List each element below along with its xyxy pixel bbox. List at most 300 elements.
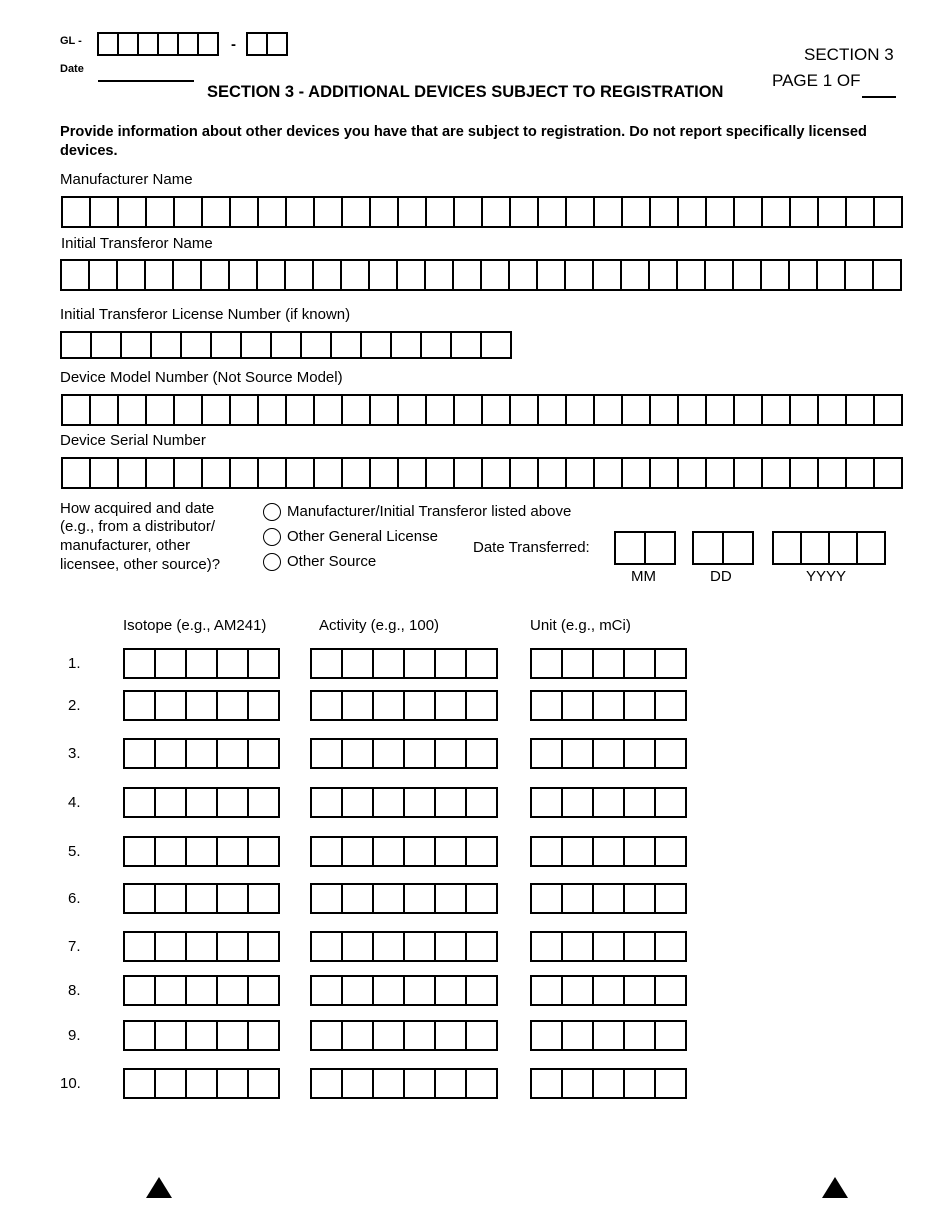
isotope-input[interactable] <box>123 975 280 1006</box>
char-box[interactable] <box>735 394 763 426</box>
char-box[interactable] <box>875 196 903 228</box>
activity-input[interactable] <box>310 787 498 818</box>
char-box[interactable] <box>567 196 595 228</box>
char-box[interactable] <box>819 196 847 228</box>
char-box[interactable] <box>203 196 231 228</box>
char-box[interactable] <box>734 259 762 291</box>
char-box[interactable] <box>202 259 230 291</box>
char-box[interactable] <box>594 1068 625 1099</box>
char-box[interactable] <box>656 975 687 1006</box>
char-box[interactable] <box>370 259 398 291</box>
char-box[interactable] <box>218 975 249 1006</box>
char-box[interactable] <box>203 394 231 426</box>
char-box[interactable] <box>651 457 679 489</box>
gl-suffix-input[interactable] <box>246 32 288 56</box>
activity-input[interactable] <box>310 883 498 914</box>
date-transferred-mm-input[interactable] <box>614 531 676 565</box>
char-box[interactable] <box>312 836 343 867</box>
isotope-input[interactable] <box>123 690 280 721</box>
char-box[interactable] <box>563 648 594 679</box>
char-box[interactable] <box>467 836 498 867</box>
isotope-input[interactable] <box>123 931 280 962</box>
char-box[interactable] <box>374 787 405 818</box>
char-box[interactable] <box>249 648 280 679</box>
char-box[interactable] <box>511 196 539 228</box>
char-box[interactable] <box>405 690 436 721</box>
char-box[interactable] <box>707 196 735 228</box>
char-box[interactable] <box>343 1068 374 1099</box>
char-box[interactable] <box>482 259 510 291</box>
unit-input[interactable] <box>530 836 687 867</box>
char-box[interactable] <box>343 690 374 721</box>
char-box[interactable] <box>763 457 791 489</box>
char-box[interactable] <box>119 457 147 489</box>
char-box[interactable] <box>343 457 371 489</box>
char-box[interactable] <box>343 931 374 962</box>
initial-transferor-license-input[interactable] <box>60 331 512 359</box>
char-box[interactable] <box>147 457 175 489</box>
char-box[interactable] <box>63 457 91 489</box>
char-box[interactable] <box>625 648 656 679</box>
char-box[interactable] <box>374 690 405 721</box>
char-box[interactable] <box>594 787 625 818</box>
char-box[interactable] <box>539 457 567 489</box>
char-box[interactable] <box>436 1020 467 1051</box>
char-box[interactable] <box>762 259 790 291</box>
char-box[interactable] <box>483 457 511 489</box>
char-box[interactable] <box>405 738 436 769</box>
char-box[interactable] <box>249 690 280 721</box>
char-box[interactable] <box>374 1068 405 1099</box>
char-box[interactable] <box>212 331 242 359</box>
char-box[interactable] <box>532 738 563 769</box>
char-box[interactable] <box>374 738 405 769</box>
char-box[interactable] <box>436 931 467 962</box>
device-serial-number-input[interactable] <box>61 457 903 489</box>
char-box[interactable] <box>156 975 187 1006</box>
char-box[interactable] <box>249 883 280 914</box>
manufacturer-name-input[interactable] <box>61 196 903 228</box>
char-box[interactable] <box>656 883 687 914</box>
device-model-number-input[interactable] <box>61 394 903 426</box>
char-box[interactable] <box>405 931 436 962</box>
char-box[interactable] <box>656 1068 687 1099</box>
char-box[interactable] <box>763 196 791 228</box>
char-box[interactable] <box>405 787 436 818</box>
char-box[interactable] <box>231 457 259 489</box>
char-box[interactable] <box>182 331 212 359</box>
char-box[interactable] <box>242 331 272 359</box>
char-box[interactable] <box>482 331 512 359</box>
unit-input[interactable] <box>530 1020 687 1051</box>
char-box[interactable] <box>187 738 218 769</box>
char-box[interactable] <box>567 394 595 426</box>
char-box[interactable] <box>707 394 735 426</box>
char-box[interactable] <box>595 457 623 489</box>
gl-number-input[interactable] <box>97 32 219 56</box>
char-box[interactable] <box>532 931 563 962</box>
char-box[interactable] <box>656 690 687 721</box>
unit-input[interactable] <box>530 931 687 962</box>
char-box[interactable] <box>218 648 249 679</box>
char-box[interactable] <box>343 1020 374 1051</box>
char-box[interactable] <box>426 259 454 291</box>
unit-input[interactable] <box>530 690 687 721</box>
char-box[interactable] <box>467 648 498 679</box>
char-box[interactable] <box>563 836 594 867</box>
char-box[interactable] <box>187 648 218 679</box>
char-box[interactable] <box>342 259 370 291</box>
char-box[interactable] <box>405 975 436 1006</box>
char-box[interactable] <box>218 931 249 962</box>
char-box[interactable] <box>312 787 343 818</box>
char-box[interactable] <box>362 331 392 359</box>
char-box[interactable] <box>287 196 315 228</box>
char-box[interactable] <box>187 883 218 914</box>
char-box[interactable] <box>467 1068 498 1099</box>
char-box[interactable] <box>436 787 467 818</box>
char-box[interactable] <box>467 738 498 769</box>
char-box[interactable] <box>258 259 286 291</box>
char-box[interactable] <box>125 1068 156 1099</box>
char-box[interactable] <box>532 648 563 679</box>
char-box[interactable] <box>91 196 119 228</box>
char-box[interactable] <box>790 259 818 291</box>
char-box[interactable] <box>175 196 203 228</box>
char-box[interactable] <box>567 457 595 489</box>
char-box[interactable] <box>623 196 651 228</box>
char-box[interactable] <box>272 331 302 359</box>
char-box[interactable] <box>532 883 563 914</box>
char-box[interactable] <box>374 648 405 679</box>
char-box[interactable] <box>563 931 594 962</box>
char-box[interactable] <box>532 1020 563 1051</box>
char-box[interactable] <box>371 394 399 426</box>
char-box[interactable] <box>230 259 258 291</box>
char-box[interactable] <box>119 394 147 426</box>
char-box[interactable] <box>249 975 280 1006</box>
char-box[interactable] <box>791 457 819 489</box>
char-box[interactable] <box>91 457 119 489</box>
char-box[interactable] <box>625 738 656 769</box>
char-box[interactable] <box>651 196 679 228</box>
char-box[interactable] <box>563 738 594 769</box>
char-box[interactable] <box>249 787 280 818</box>
char-box[interactable] <box>656 836 687 867</box>
char-box[interactable] <box>156 883 187 914</box>
char-box[interactable] <box>847 196 875 228</box>
char-box[interactable] <box>302 331 332 359</box>
char-box[interactable] <box>467 883 498 914</box>
isotope-input[interactable] <box>123 836 280 867</box>
activity-input[interactable] <box>310 690 498 721</box>
char-box[interactable] <box>819 457 847 489</box>
char-box[interactable] <box>436 738 467 769</box>
char-box[interactable] <box>92 331 122 359</box>
char-box[interactable] <box>125 1020 156 1051</box>
char-box[interactable] <box>511 394 539 426</box>
char-box[interactable] <box>818 259 846 291</box>
char-box[interactable] <box>156 690 187 721</box>
char-box[interactable] <box>374 931 405 962</box>
char-box[interactable] <box>118 259 146 291</box>
char-box[interactable] <box>763 394 791 426</box>
char-box[interactable] <box>343 394 371 426</box>
char-box[interactable] <box>678 259 706 291</box>
char-box[interactable] <box>539 196 567 228</box>
isotope-input[interactable] <box>123 1020 280 1051</box>
activity-input[interactable] <box>310 1068 498 1099</box>
char-box[interactable] <box>187 931 218 962</box>
char-box[interactable] <box>152 331 182 359</box>
char-box[interactable] <box>467 787 498 818</box>
char-box[interactable] <box>374 836 405 867</box>
char-box[interactable] <box>218 836 249 867</box>
char-box[interactable] <box>312 738 343 769</box>
char-box[interactable] <box>156 738 187 769</box>
char-box[interactable] <box>125 931 156 962</box>
char-box[interactable] <box>483 394 511 426</box>
char-box[interactable] <box>287 457 315 489</box>
char-box[interactable] <box>455 394 483 426</box>
char-box[interactable] <box>187 836 218 867</box>
char-box[interactable] <box>315 457 343 489</box>
char-box[interactable] <box>707 457 735 489</box>
char-box[interactable] <box>315 196 343 228</box>
char-box[interactable] <box>125 836 156 867</box>
char-box[interactable] <box>259 457 287 489</box>
char-box[interactable] <box>231 196 259 228</box>
char-box[interactable] <box>203 457 231 489</box>
char-box[interactable] <box>539 394 567 426</box>
char-box[interactable] <box>454 259 482 291</box>
char-box[interactable] <box>427 457 455 489</box>
char-box[interactable] <box>436 1068 467 1099</box>
char-box[interactable] <box>374 1020 405 1051</box>
char-box[interactable] <box>343 883 374 914</box>
char-box[interactable] <box>623 457 651 489</box>
char-box[interactable] <box>343 836 374 867</box>
char-box[interactable] <box>218 690 249 721</box>
char-box[interactable] <box>371 196 399 228</box>
activity-input[interactable] <box>310 836 498 867</box>
char-box[interactable] <box>427 196 455 228</box>
char-box[interactable] <box>174 259 202 291</box>
char-box[interactable] <box>594 738 625 769</box>
char-box[interactable] <box>312 975 343 1006</box>
char-box[interactable] <box>656 648 687 679</box>
char-box[interactable] <box>343 648 374 679</box>
char-box[interactable] <box>874 259 902 291</box>
char-box[interactable] <box>679 457 707 489</box>
char-box[interactable] <box>427 394 455 426</box>
char-box[interactable] <box>218 787 249 818</box>
char-box[interactable] <box>312 883 343 914</box>
char-box[interactable] <box>315 394 343 426</box>
char-box[interactable] <box>566 259 594 291</box>
char-box[interactable] <box>594 931 625 962</box>
char-box[interactable] <box>231 394 259 426</box>
isotope-input[interactable] <box>123 648 280 679</box>
char-box[interactable] <box>846 259 874 291</box>
char-box[interactable] <box>452 331 482 359</box>
char-box[interactable] <box>405 1068 436 1099</box>
char-box[interactable] <box>875 457 903 489</box>
char-box[interactable] <box>405 836 436 867</box>
char-box[interactable] <box>125 975 156 1006</box>
char-box[interactable] <box>156 836 187 867</box>
char-box[interactable] <box>399 394 427 426</box>
char-box[interactable] <box>651 394 679 426</box>
char-box[interactable] <box>122 331 152 359</box>
char-box[interactable] <box>343 196 371 228</box>
date-transferred-yyyy-input[interactable] <box>772 531 886 565</box>
char-box[interactable] <box>532 787 563 818</box>
char-box[interactable] <box>156 1068 187 1099</box>
isotope-input[interactable] <box>123 883 280 914</box>
char-box[interactable] <box>656 1020 687 1051</box>
char-box[interactable] <box>467 690 498 721</box>
date-line[interactable] <box>98 80 194 82</box>
char-box[interactable] <box>532 1068 563 1099</box>
char-box[interactable] <box>594 1020 625 1051</box>
char-box[interactable] <box>287 394 315 426</box>
char-box[interactable] <box>436 836 467 867</box>
char-box[interactable] <box>532 690 563 721</box>
char-box[interactable] <box>455 457 483 489</box>
char-box[interactable] <box>436 975 467 1006</box>
char-box[interactable] <box>312 1068 343 1099</box>
char-box[interactable] <box>218 1068 249 1099</box>
char-box[interactable] <box>594 648 625 679</box>
page-total-line[interactable] <box>862 96 896 98</box>
char-box[interactable] <box>650 259 678 291</box>
char-box[interactable] <box>595 196 623 228</box>
char-box[interactable] <box>259 196 287 228</box>
radio-other-general-license[interactable] <box>263 528 281 546</box>
activity-input[interactable] <box>310 1020 498 1051</box>
char-box[interactable] <box>187 1020 218 1051</box>
char-box[interactable] <box>119 196 147 228</box>
char-box[interactable] <box>735 457 763 489</box>
char-box[interactable] <box>735 196 763 228</box>
char-box[interactable] <box>594 836 625 867</box>
char-box[interactable] <box>312 1020 343 1051</box>
char-box[interactable] <box>791 196 819 228</box>
char-box[interactable] <box>510 259 538 291</box>
char-box[interactable] <box>312 690 343 721</box>
char-box[interactable] <box>147 196 175 228</box>
char-box[interactable] <box>218 738 249 769</box>
char-box[interactable] <box>175 457 203 489</box>
char-box[interactable] <box>156 787 187 818</box>
char-box[interactable] <box>563 787 594 818</box>
char-box[interactable] <box>436 690 467 721</box>
unit-input[interactable] <box>530 883 687 914</box>
char-box[interactable] <box>422 331 452 359</box>
char-box[interactable] <box>467 931 498 962</box>
char-box[interactable] <box>563 975 594 1006</box>
char-box[interactable] <box>625 787 656 818</box>
char-box[interactable] <box>392 331 422 359</box>
char-box[interactable] <box>538 259 566 291</box>
char-box[interactable] <box>312 931 343 962</box>
char-box[interactable] <box>249 931 280 962</box>
char-box[interactable] <box>625 975 656 1006</box>
radio-other-source[interactable] <box>263 553 281 571</box>
char-box[interactable] <box>656 787 687 818</box>
date-transferred-dd-input[interactable] <box>692 531 754 565</box>
isotope-input[interactable] <box>123 738 280 769</box>
char-box[interactable] <box>90 259 118 291</box>
char-box[interactable] <box>91 394 119 426</box>
char-box[interactable] <box>187 1068 218 1099</box>
char-box[interactable] <box>819 394 847 426</box>
char-box[interactable] <box>563 1020 594 1051</box>
char-box[interactable] <box>125 738 156 769</box>
activity-input[interactable] <box>310 648 498 679</box>
char-box[interactable] <box>156 931 187 962</box>
unit-input[interactable] <box>530 738 687 769</box>
char-box[interactable] <box>625 883 656 914</box>
char-box[interactable] <box>405 883 436 914</box>
char-box[interactable] <box>511 457 539 489</box>
char-box[interactable] <box>791 394 819 426</box>
initial-transferor-name-input[interactable] <box>60 259 902 291</box>
char-box[interactable] <box>343 975 374 1006</box>
char-box[interactable] <box>625 690 656 721</box>
char-box[interactable] <box>63 196 91 228</box>
char-box[interactable] <box>436 883 467 914</box>
isotope-input[interactable] <box>123 1068 280 1099</box>
isotope-input[interactable] <box>123 787 280 818</box>
char-box[interactable] <box>483 196 511 228</box>
char-box[interactable] <box>623 394 651 426</box>
char-box[interactable] <box>343 787 374 818</box>
char-box[interactable] <box>286 259 314 291</box>
activity-input[interactable] <box>310 931 498 962</box>
char-box[interactable] <box>249 1020 280 1051</box>
char-box[interactable] <box>679 196 707 228</box>
unit-input[interactable] <box>530 975 687 1006</box>
char-box[interactable] <box>187 787 218 818</box>
activity-input[interactable] <box>310 975 498 1006</box>
unit-input[interactable] <box>530 1068 687 1099</box>
char-box[interactable] <box>847 457 875 489</box>
char-box[interactable] <box>436 648 467 679</box>
activity-input[interactable] <box>310 738 498 769</box>
char-box[interactable] <box>563 690 594 721</box>
char-box[interactable] <box>622 259 650 291</box>
char-box[interactable] <box>125 690 156 721</box>
char-box[interactable] <box>467 975 498 1006</box>
char-box[interactable] <box>156 648 187 679</box>
char-box[interactable] <box>312 648 343 679</box>
char-box[interactable] <box>405 1020 436 1051</box>
unit-input[interactable] <box>530 648 687 679</box>
char-box[interactable] <box>249 1068 280 1099</box>
char-box[interactable] <box>399 457 427 489</box>
char-box[interactable] <box>625 931 656 962</box>
char-box[interactable] <box>187 975 218 1006</box>
char-box[interactable] <box>343 738 374 769</box>
unit-input[interactable] <box>530 787 687 818</box>
char-box[interactable] <box>371 457 399 489</box>
char-box[interactable] <box>594 883 625 914</box>
char-box[interactable] <box>656 931 687 962</box>
char-box[interactable] <box>563 1068 594 1099</box>
char-box[interactable] <box>259 394 287 426</box>
